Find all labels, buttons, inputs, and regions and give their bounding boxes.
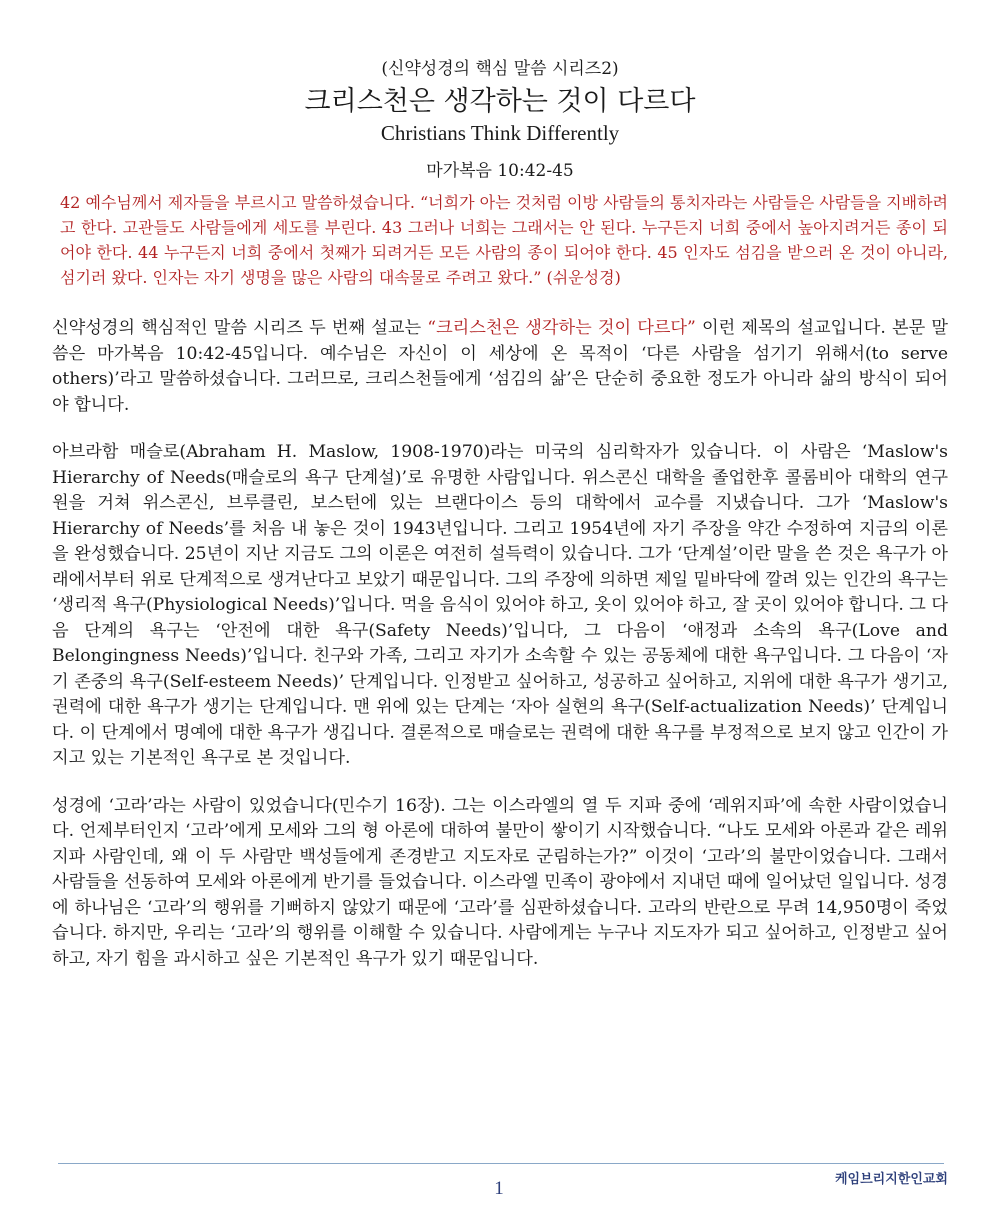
footer-divider — [58, 1163, 944, 1164]
paragraph-maslow: 아브라함 매슬로(Abraham H. Maslow, 1908-1970)라는 미국의 심리학자가 있습니다. 이 사람은 ‘Maslow's Hierarchy of Needs(매슬로의 욕구 단계설)’로 유명한 사람입니다. 위스콘신 대학을 졸업한후 콜롬비아 대학의 연구원을 거쳐 위스콘신, 브루클린, 보스턴에 있는 브랜다이스 등의 대학에서 교수를 지냈습니다. 그가 ‘Maslow's Hierarchy of Needs’를 처음 내 놓은 것이 1943년입니다. 그리고 1954년에 자기 주장을 약간 수정하여 지금의 이론을 완성했습니다. 25년이 지난 지금도 그의 이론은 여전히 설득력이 있습니다. 그가 ‘단계설’이란 말을 쓴 것은 욕구가 아래에서부터 위로 단계적으로 생겨난다고 보았기 때문입니다. 그의 주장에 의하면 제일 밑바닥에 깔려 있는 인간의 욕구는 ‘생리적 욕구(Physiological Needs)’입니다. 먹을 음식이 있어야 하고, 옷이 있어야 하고, 잘 곳이 있어야 합니다. 그 다음 단계의 욕구는 ‘안전에 대한 욕구(Safety Needs)’입니다, 그 다음이 ‘애정과 소속의 욕구(Love and Belongingness Needs)’입니다. 친구와 가족, 그리고 자기가 소속할 수 있는 공동체에 대한 욕구입니다. 그 다음이 ‘자기 존중의 욕구(Self-esteem Needs)’ 단계입니다. 인정받고 싶어하고, 성공하고 싶어하고, 지위에 대한 욕구가 생기고, 권력에 대한 욕구가 생기는 단계입니다. 맨 위에 있는 단계는 ‘자아 실현의 욕구(Self-actualization Needs)’ 단계입니다. 이 단계에서 명예에 대한 욕구가 생깁니다. 결론적으로 매슬로는 권력에 대한 욕구를 부정적으로 보지 않고 인간이 가지고 있는 기본적인 욕구로 본 것입니다. — [52, 442, 948, 768]
sermon-page — [52, 58, 948, 972]
page-number: 1 — [494, 1178, 504, 1199]
sermon-subtitle: Christians Think Differently — [380, 121, 620, 145]
scripture-reference: 마가복음 10:42-45 — [426, 161, 574, 181]
church-name: 케임브리지한인교회 — [834, 1172, 948, 1187]
series-label: (신약성경의 핵심 말씀 시리즈2) — [381, 59, 619, 79]
paragraph-intro-start: 신약성경의 핵심적인 말씀 시리즈 두 번째 설교는 — [52, 318, 428, 338]
scripture-passage: 42 예수님께서 제자들을 부르시고 말씀하셨습니다. “너희가 아는 것처럼 이방 사람들의 통치자라는 사람들은 사람들을 지배하려고 한다. 고관들도 사람들에게 세도를 부린다. 43 그러나 너희는 그래서는 안 된다. 누구든지 너희 중에서 높아지려거든 종이 되어야 한다. 44 누구든지 너희 중에서 첫째가 되려거든 모든 사람의 종이 되어야 한다. 45 인자도 섬김을 받으러 온 것이 아니라, 섬기러 왔다. 인자는 자기 생명을 많은 사람의 대속물로 주려고 왔다.” (쉬운성경) — [60, 193, 948, 287]
paragraph-korah: 성경에 ‘고라’라는 사람이 있었습니다(민수기 16장). 그는 이스라엘의 열 두 지파 중에 ‘레위지파’에 속한 사람이었습니다. 언제부터인지 ‘고라’에게 모세와 그의 형 아론에 대하여 불만이 쌓이기 시작했습니다. “나도 모세와 아론과 같은 레위지파 사람인데, 왜 이 두 사람만 백성들에게 존경받고 지도자로 군림하는가?” 이것이 ‘고라’의 불만이었습니다. 그래서 사람들을 선동하여 모세와 아론에게 반기를 들었습니다. 이스라엘 민족이 광야에서 지내던 때에 일어났던 일입니다. 성경에 하나님은 ‘고라’의 행위를 기뻐하지 않았기 때문에 ‘고라’를 심판하셨습니다. 고라의 반란으로 무려 14,950명이 죽었습니다. 하지만, 우리는 ‘고라’의 행위를 이해할 수 있습니다. 사람에게는 누구나 지도자가 되고 싶어하고, 인정받고 싶어하고, 자기 힘을 과시하고 싶은 기본적인 욕구가 있기 때문입니다. — [52, 795, 948, 969]
sermon-title: 크리스천은 생각하는 것이 다르다 — [304, 86, 696, 117]
sermon-title-quote: “크리스천은 생각하는 것이 다르다” — [427, 318, 696, 338]
paragraph-intro-rest: 이런 제목의 설교입니다. 본문 말씀은 마가복음 10:42-45입니다. 예수님은 자신이 이 세상에 온 목적이 ‘다른 사람을 섬기기 위해서(to serve others)’라고 말씀하셨습니다. 그러므로, 크리스천들에게 ‘섬김의 삶’은 단순히 중요한 정도가 아니라 삶의 방식이 되어야 합니다. — [52, 318, 948, 415]
paragraph-intro — [52, 316, 948, 418]
